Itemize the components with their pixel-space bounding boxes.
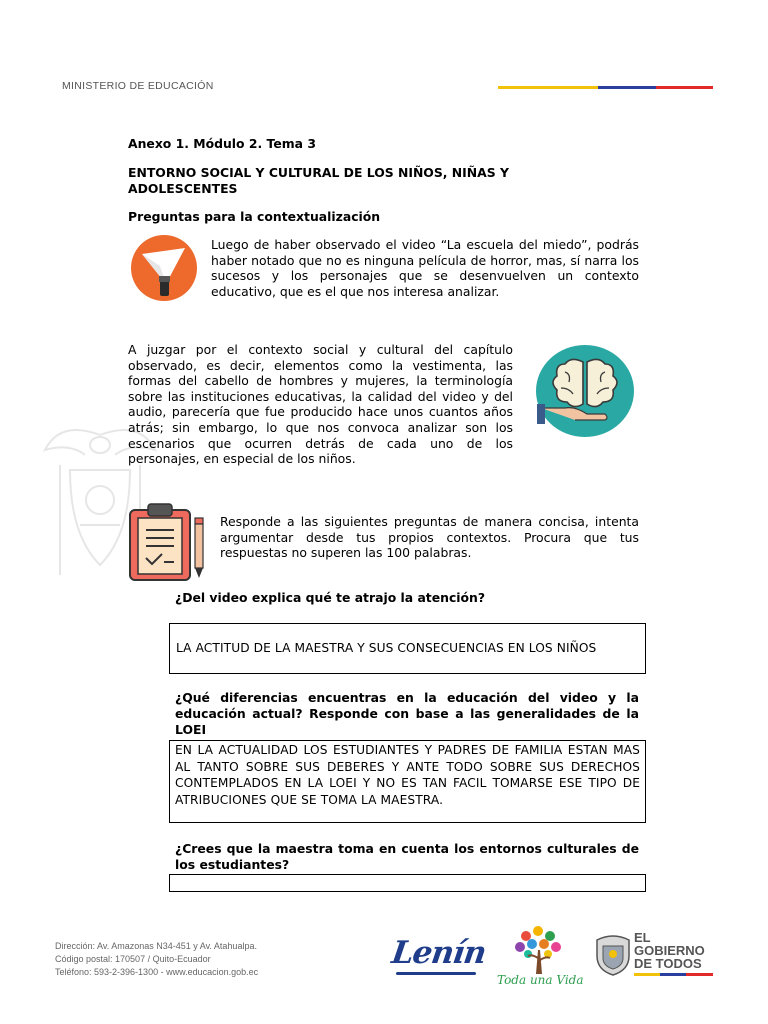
brain-icon bbox=[535, 344, 635, 438]
paper-plane-icon bbox=[130, 234, 198, 302]
flag-stripe-blue bbox=[598, 86, 656, 89]
flag-stripe-yellow bbox=[498, 86, 598, 89]
answer-2-text: EN LA ACTUALIDAD LOS ESTUDIANTES Y PADRES DE FAMILIA ESTAN MAS AL TANTO SOBRE SUS DEBERES Y ANTE TODO SOBRE SUS DERECHOS CONTEMPLADOS EN LA LOEI Y NO ES TAN FACIL TOMARSE ESE TIPO DE ATRIBUCIONES QUE SE TOMA LA MAESTRA. bbox=[175, 743, 640, 807]
ministry-header: MINISTERIO DE EDUCACIÓN bbox=[62, 80, 214, 92]
answer-box-1[interactable] bbox=[169, 623, 646, 674]
question-1: ¿Del video explica qué te atrajo la atención? bbox=[175, 590, 486, 605]
section-title: Preguntas para la contextualización bbox=[128, 209, 381, 224]
clipboard-icon bbox=[128, 502, 192, 582]
footer-line-1: Dirección: Av. Amazonas N34-451 y Av. Atahualpa. bbox=[55, 941, 257, 951]
annex-title: Anexo 1. Módulo 2. Tema 3 bbox=[128, 136, 316, 151]
question-2: ¿Qué diferencias encuentras en la educación del video y la educación actual? Responde con base a las generalidades de la LOEI bbox=[175, 690, 639, 737]
government-logo-text bbox=[634, 931, 705, 970]
toda-una-vida-text: Toda una Vida bbox=[497, 973, 584, 987]
answer-1-text: LA ACTITUD DE LA MAESTRA Y SUS CONSECUENCIAS EN LOS NIÑOS bbox=[176, 641, 597, 655]
lenin-logo: Lenín bbox=[389, 935, 488, 971]
answer-box-2[interactable] bbox=[169, 740, 646, 823]
footer-line-3: Teléfono: 593-2-396-1300 - www.educacion.gob.ec bbox=[55, 967, 259, 977]
footer-address bbox=[55, 940, 258, 979]
government-shield-icon bbox=[593, 932, 633, 976]
lenin-underline bbox=[396, 972, 476, 975]
instructions-paragraph: Responde a las siguientes preguntas de manera concisa, intenta argumentar desde tus propios contextos. Procura que tus respuestas no superen las 100 palabras. bbox=[220, 514, 639, 561]
government-line-2: GOBIERNO bbox=[634, 943, 705, 958]
intro-paragraph: Luego de haber observado el video “La escuela del miedo”, podrás haber notado que no es ninguna película de horror, mas, sí narra los sucesos y los personajes que se desenvuelven un contexto educativo, que es el que nos interesa analizar. bbox=[211, 237, 639, 299]
gov-stripe-blue bbox=[660, 973, 686, 976]
flag-stripe-red bbox=[656, 86, 713, 89]
government-line-1: EL bbox=[634, 930, 651, 945]
tree-logo-icon bbox=[508, 922, 570, 976]
footer-line-2: Código postal: 170507 / Quito-Ecuador bbox=[55, 954, 211, 964]
question-3: ¿Crees que la maestra toma en cuenta los entornos culturales de los estudiantes? bbox=[175, 841, 639, 872]
gov-stripe-yellow bbox=[634, 973, 660, 976]
answer-box-3[interactable] bbox=[169, 874, 646, 892]
topic-title: ENTORNO SOCIAL Y CULTURAL DE LOS NIÑOS, NIÑAS Y ADOLESCENTES bbox=[128, 165, 509, 196]
context-paragraph: A juzgar por el contexto social y cultural del capítulo observado, es decir, elementos como la vestimenta, las formas del cabello de hombres y mujeres, la terminología sobre las instituciones educativas, la calidad del video y del audio, parecería que fue producido hace unos cuantos años atrás; sin embargo, lo que nos convoca analizar son los escenarios que ocurren detrás de cada uno de los personajes, en especial de los niños. bbox=[128, 342, 513, 467]
pencil-icon bbox=[193, 516, 205, 580]
gov-stripe-red bbox=[686, 973, 713, 976]
government-line-3: DE TODOS bbox=[634, 956, 702, 971]
